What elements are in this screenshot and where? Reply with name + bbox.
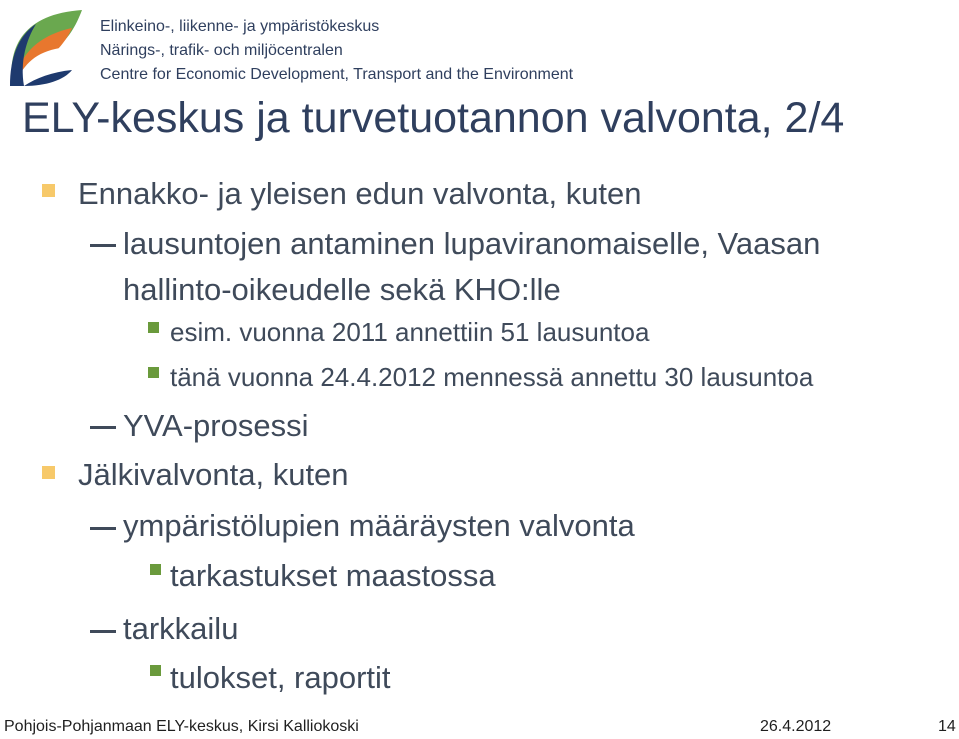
footer-date: 26.4.2012 [760, 718, 832, 735]
bullet-square-icon [42, 466, 55, 479]
bullet-item: ympäristölupien määräysten valvonta [123, 508, 635, 543]
bullet-item: tänä vuonna 24.4.2012 mennessä annettu 30 lausuntoa [170, 362, 814, 392]
bullet-square-icon [150, 665, 161, 676]
bullet-item: YVA-prosessi [123, 408, 309, 443]
org-name-fi: Elinkeino-, liikenne- ja ympäristökeskus [100, 18, 380, 35]
organization-name [100, 15, 573, 87]
dash-icon [90, 527, 116, 530]
bullet-item: esim. vuonna 2011 annettiin 51 lausuntoa [170, 317, 650, 347]
bullet-item: tarkastukset maastossa [170, 558, 496, 593]
bullet-square-icon [148, 322, 159, 333]
bullet-item: hallinto-oikeudelle sekä KHO:lle [123, 272, 561, 307]
ely-logo-icon [6, 6, 88, 88]
bullet-item: Ennakko- ja yleisen edun valvonta, kuten [78, 176, 642, 211]
page-number: 14 [938, 718, 956, 735]
dash-icon [90, 630, 116, 633]
dash-icon [90, 244, 116, 247]
bullet-item: lausuntojen antaminen lupaviranomaiselle, Vaasan [123, 226, 821, 261]
org-name-en: Centre for Economic Development, Transport and the Environment [100, 66, 574, 83]
dash-icon [90, 426, 116, 429]
bullet-square-icon [150, 564, 161, 575]
bullet-square-icon [148, 367, 159, 378]
footer-author: Pohjois-Pohjanmaan ELY-keskus, Kirsi Kalliokoski [4, 718, 359, 735]
bullet-item: tulokset, raportit [170, 660, 391, 695]
slide-title: ELY-keskus ja turvetuotannon valvonta, 2/4 [22, 94, 845, 142]
bullet-item: Jälkivalvonta, kuten [78, 457, 349, 492]
bullet-item: tarkkailu [123, 611, 239, 646]
org-name-sv: Närings-, trafik- och miljöcentralen [100, 42, 343, 59]
bullet-square-icon [42, 184, 55, 197]
